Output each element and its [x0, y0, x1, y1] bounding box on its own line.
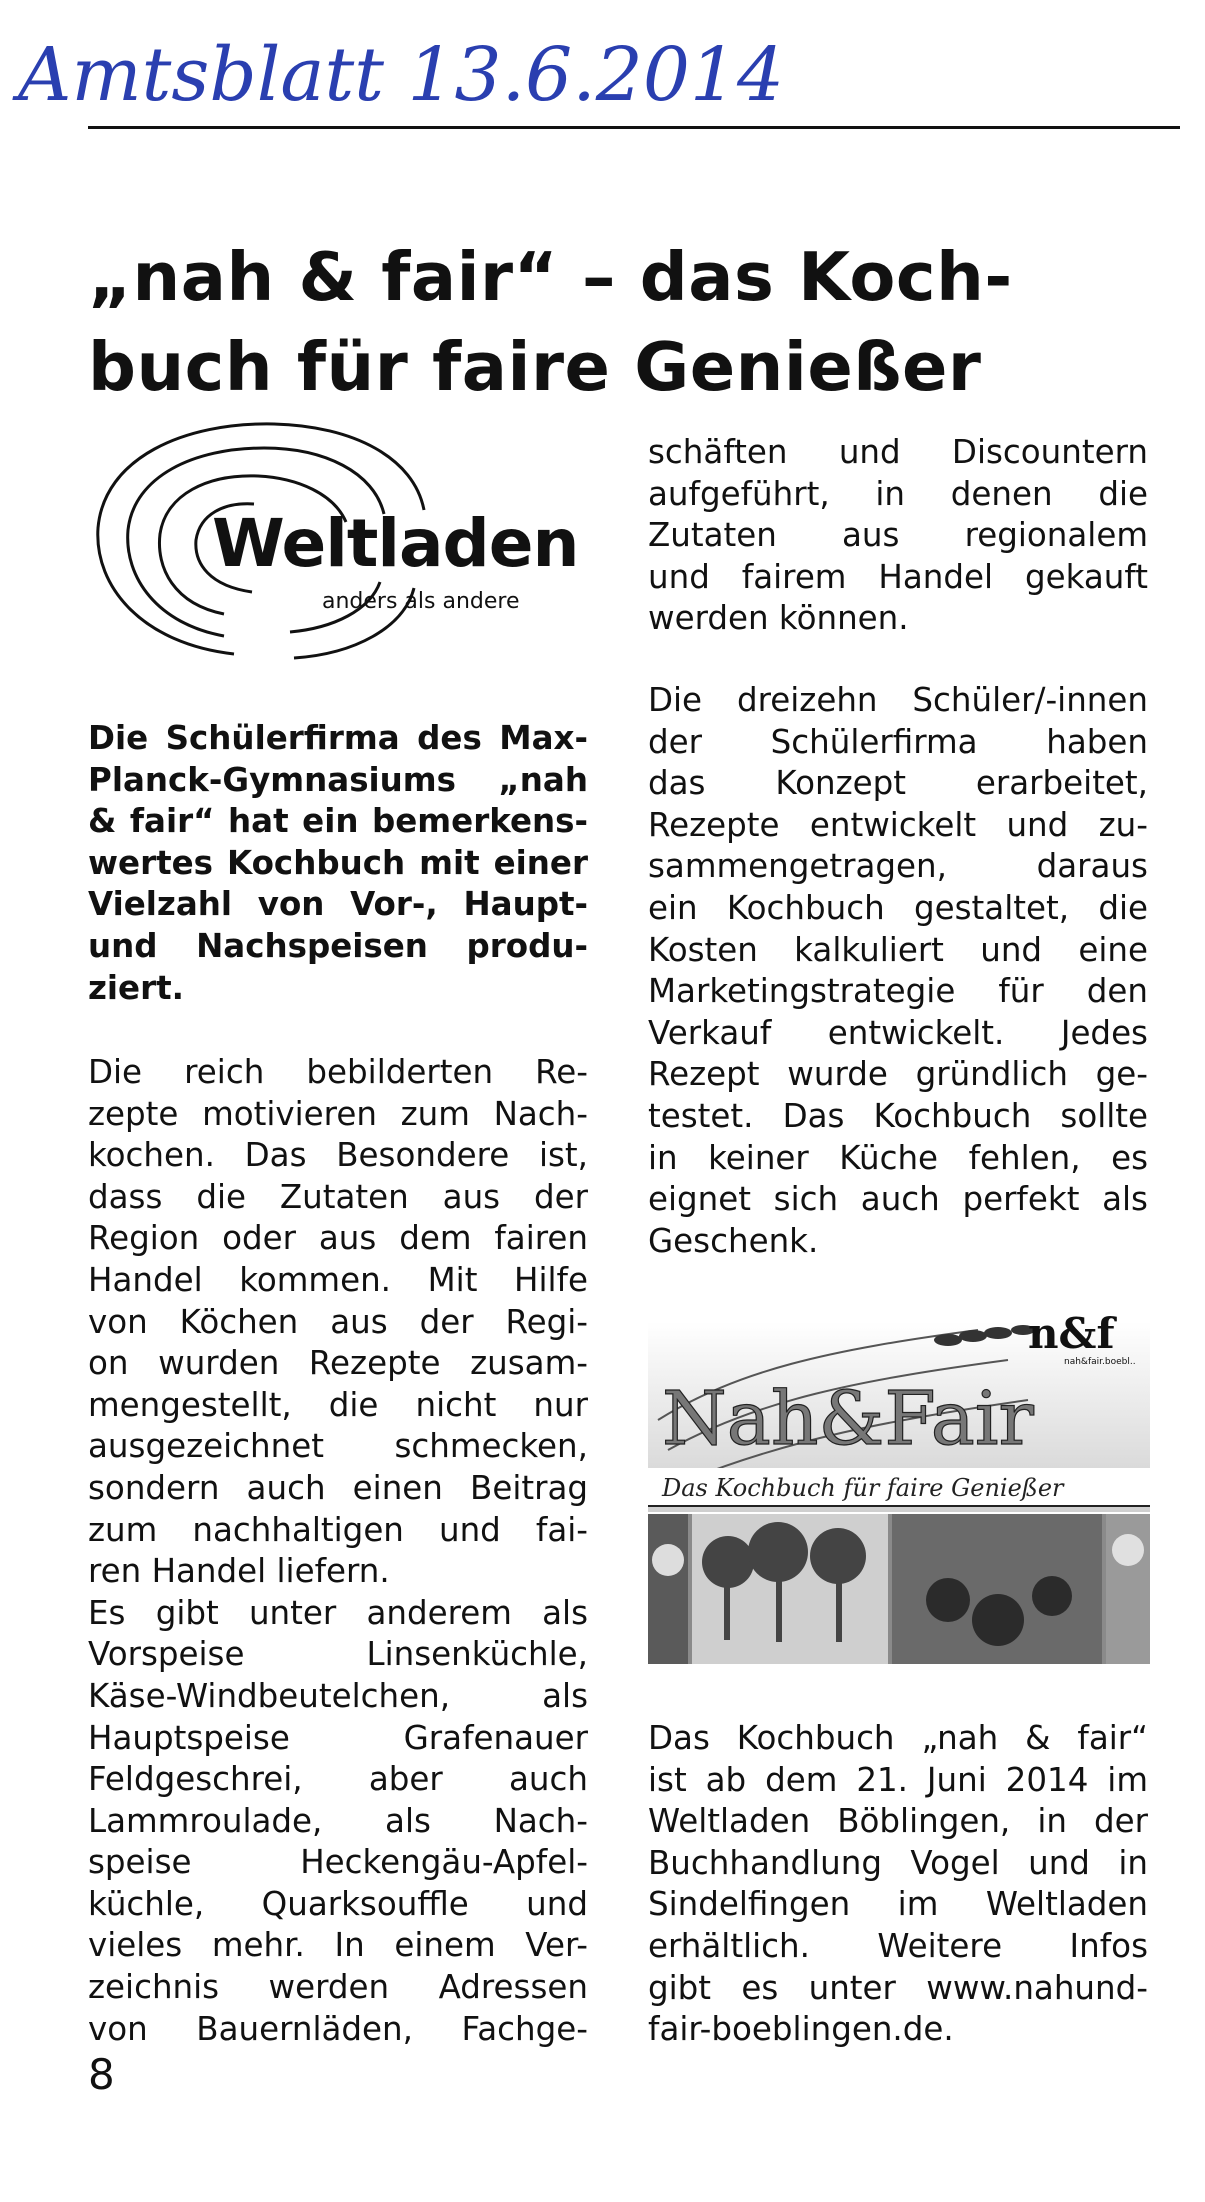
body-line: Marketingstrategie für den [648, 972, 1148, 1011]
body-line: ein Kochbuch gestaltet, die [648, 888, 1148, 927]
cover-url: nah&fair.boebl.. [1064, 1357, 1136, 1367]
logo-brand-text: Weltladen [212, 505, 579, 582]
body-line: Lammroulade, als Nach- [88, 1801, 588, 1840]
lead-line: & fair“ hat ein bemerkens- [88, 802, 588, 841]
body-line: gibt es unter www.nahund- [648, 1968, 1148, 2007]
body-line: sammengetragen, daraus [648, 847, 1148, 886]
body-line: erhältlich. Weitere Infos [648, 1926, 1148, 1965]
body-line: Vorspeise Linsenküchle, [88, 1635, 588, 1674]
body-line: Hauptspeise Grafenauer [88, 1718, 588, 1757]
body-line: Sindelfingen im Weltladen [648, 1885, 1148, 1924]
body-text-right-2 [648, 680, 1148, 1262]
headline-line-2: buch für faire Genießer [88, 328, 982, 406]
handwritten-note [12, 20, 912, 130]
body-line: Weltladen Böblingen, in der [648, 1802, 1148, 1841]
body-line: Rezepte entwickelt und zu- [648, 805, 1148, 844]
body-line: und fairem Handel gekauft [648, 557, 1148, 596]
body-line: sondern auch einen Beitrag [88, 1468, 588, 1507]
body-line: zum nachhaltigen und fai- [88, 1510, 588, 1549]
header-rule [88, 126, 1180, 129]
body-line: vieles mehr. In einem Ver- [88, 1926, 588, 1965]
cover-badge: n&f [1028, 1309, 1115, 1358]
body-line: Kosten kalkuliert und eine [648, 930, 1148, 969]
body-text-left [88, 1052, 588, 2050]
body-line: werden können. [648, 599, 909, 638]
body-line: on wurden Rezepte zusam- [88, 1344, 588, 1383]
lead-line: ziert. [88, 968, 185, 1007]
body-line: küchle, Quarksouffle und [88, 1884, 588, 1923]
cover-subtitle: Das Kochbuch für faire Genießer [662, 1474, 1064, 1502]
page-number: 8 [88, 2050, 115, 2099]
body-line: Buchhandlung Vogel und in [648, 1843, 1148, 1882]
body-line: Käse-Windbeutelchen, als [88, 1676, 588, 1715]
body-line: aufgeführt, in denen die [648, 474, 1148, 513]
lead-line: Vielzahl von Vor-, Haupt- [88, 885, 588, 924]
body-line: ren Handel liefern. [88, 1552, 390, 1591]
body-line: eignet sich auch perfekt als [648, 1180, 1148, 1219]
body-line: testet. Das Kochbuch sollte [648, 1096, 1148, 1135]
body-line: Region oder aus dem fairen [88, 1219, 588, 1258]
body-text-right-1 [648, 432, 1148, 640]
logo-tagline-text: anders als andere [322, 589, 520, 614]
weltladen-logo [84, 418, 604, 664]
lead-line: wertes Kochbuch mit einer [88, 843, 588, 882]
body-line: von Köchen aus der Regi- [88, 1302, 588, 1341]
body-line: dass die Zutaten aus der [88, 1177, 588, 1216]
body-line: fair-boeblingen.de. [648, 2010, 954, 2049]
handwritten-note-text: Amtsblatt 13.6.2014 [18, 32, 785, 118]
body-line: Es gibt unter anderem als [88, 1593, 588, 1632]
body-text-right-3 [648, 1718, 1148, 2051]
body-line: Feldgeschrei, aber auch [88, 1760, 588, 1799]
body-line: Handel kommen. Mit Hilfe [88, 1260, 588, 1299]
lead-line: Planck-Gymnasiums „nah [88, 760, 588, 799]
cookbook-cover-image [648, 1300, 1150, 1664]
body-line: zeichnis werden Adressen [88, 1968, 588, 2007]
lead-line: und Nachspeisen produ- [88, 926, 588, 965]
body-line: ist ab dem 21. Juni 2014 im [648, 1760, 1148, 1799]
body-line: Zutaten aus regionalem [648, 516, 1148, 555]
cover-title: Nah&Fair [662, 1376, 1034, 1462]
body-line: von Bauernläden, Fachge- [88, 2009, 588, 2048]
lead-paragraph [88, 718, 588, 1009]
article-headline [88, 232, 1128, 412]
lead-line: Die Schülerfirma des Max- [88, 719, 588, 757]
headline-line-1: „nah & fair“ – das Koch- [88, 238, 1013, 316]
body-line: das Konzept erarbeitet, [648, 764, 1148, 803]
body-line: der Schülerfirma haben [648, 722, 1148, 761]
body-line: Die dreizehn Schüler/-innen [648, 681, 1148, 719]
body-line: Geschenk. [648, 1221, 819, 1260]
body-line: Das Kochbuch „nah & fair“ [648, 1719, 1148, 1757]
body-line: Die reich bebilderten Re- [88, 1053, 588, 1091]
body-line: in keiner Küche fehlen, es [648, 1138, 1148, 1177]
body-line: ausgezeichnet schmecken, [88, 1427, 588, 1466]
body-line: Verkauf entwickelt. Jedes [648, 1013, 1148, 1052]
body-line: speise Heckengäu-Apfel- [88, 1843, 588, 1882]
body-line: Rezept wurde gründlich ge- [648, 1055, 1148, 1094]
body-line: mengestellt, die nicht nur [88, 1385, 588, 1424]
body-line: schäften und Discountern [648, 433, 1148, 471]
body-line: zepte motivieren zum Nach- [88, 1094, 588, 1133]
body-line: kochen. Das Besondere ist, [88, 1136, 588, 1175]
